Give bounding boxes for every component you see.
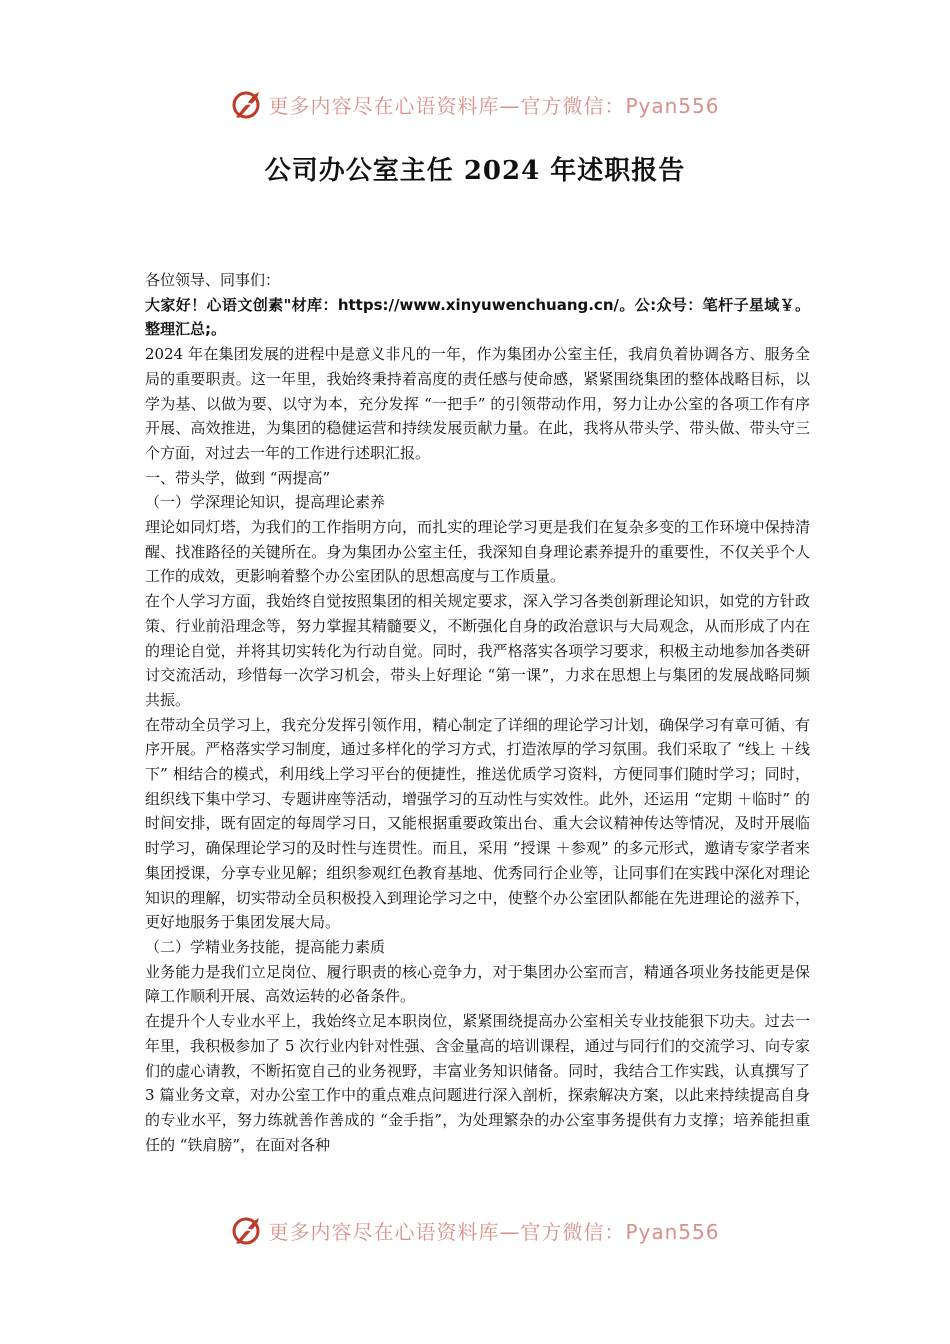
subsection-heading: （一）学深理论知识，提高理论素养 <box>145 493 386 512</box>
subsection-heading: （二）学精业务技能，提高能力素质 <box>145 937 386 956</box>
paragraph: 在提升个人专业水平上，我始终立足本职岗位，紧紧围绕提高办公室相关专业技能狠下功夫。过去一年里，我积极参加了 5 次行业内针对性强、含金量高的培训课程，通过与同行们的交流学习、向专家们的虚心请教，不断拓宽自己的业务视野，丰富业务知识储备。同时，我结合工作实践，认真撰写了 3 篇业务文章，对办公室工作中的重点难点问题进行深入剖析，探索解决方案，以此来持续提高自身的专业水平，努力练就善作善成的 “金手指”，为处理繁杂的办公室事务提供有力支撑；培养能担重任的 “铁肩膀”，在面对各种 <box>145 1012 810 1154</box>
footer-watermark-banner <box>0 1210 950 1250</box>
watermark-text: 更多内容尽在心语资料库—官方微信：Pyan556 <box>268 93 720 118</box>
paragraph: 理论如同灯塔，为我们的工作指明方向，而扎实的理论学习更是我们在复杂多变的工作环境中保持清醒、找准路径的关键所在。身为集团办公室主任，我深知自身理论素养提升的重要性，不仅关乎个人工作的成效，更影响着整个办公室团队的思想高度与工作质量。 <box>145 518 810 586</box>
paragraph: 在带动全员学习上，我充分发挥引领作用，精心制定了详细的理论学习计划，确保学习有章可循、有序开展。严格落实学习制度，通过多样化的学习方式，打造浓厚的学习氛围。我们采取了 “线上 ＋线下” 相结合的模式，利用线上学习平台的便捷性，推送优质学习资料，方便同事们随时学习；同时，组织线下集中学习、专题讲座等活动，增强学习的互动性与实效性。此外，还运用 “定期 ＋临时” 的时间安排，既有固定的每周学习日，又能根据重要政策出台、重大会议精神传达等情况，及时开展临时学习，确保理论学习的及时性与连贯性。而且，采用 “授课 ＋参观” 的多元形式，邀请专家学者来集团授课，分享专业见解；组织参观红色教育基地、优秀同行企业等，让同事们在实践中深化对理论知识的理解，切实带动全员积极投入到理论学习之中，使整个办公室团队都能在先进理论的滋养下，更好地服务于集团发展大局。 <box>145 715 810 932</box>
greeting-line: 大家好！心语文创素"材库：https://www.xinyuwenchuang.cn/。公:众号：笔杆子星域￥。整理汇总;。 <box>145 295 810 339</box>
paragraph: 在个人学习方面，我始终自觉按照集团的相关规定要求，深入学习各类创新理论知识，如党的方针政策、行业前沿理念等，努力掌握其精髓要义，不断强化自身的政治意识与大局观念，从而形成了内在的理论自觉，并将其切实转化为行动自觉。同时，我严格落实各项学习要求，积极主动地参加各类研讨交流活动，珍惜每一次学习机会，带头上好理论 “第一课”，力求在思想上与集团的发展战略同频共振。 <box>145 592 810 709</box>
document-body <box>145 268 810 1157</box>
document-title: 公司办公室主任 2024 年述职报告 <box>264 156 686 186</box>
section-heading: 一、带头学，做到 “两提高” <box>145 468 331 487</box>
header-watermark-banner <box>0 84 950 124</box>
pen-logo-icon <box>230 87 264 121</box>
paragraph: 业务能力是我们立足岗位、履行职责的核心竞争力，对于集团办公室而言，精通各项业务技能更是保障工作顺利开展、高效运转的必备条件。 <box>145 962 810 1006</box>
watermark-text: 更多内容尽在心语资料库—官方微信：Pyan556 <box>268 1219 720 1244</box>
salutation: 各位领导、同事们： <box>145 271 281 289</box>
pen-logo-icon <box>230 1213 264 1247</box>
paragraph: 2024 年在集团发展的进程中是意义非凡的一年，作为集团办公室主任，我肩负着协调各方、服务全局的重要职责。这一年里，我始终秉持着高度的责任感与使命感，紧紧围绕集团的整体战略目标，以学为基、以做为要、以守为本，充分发挥 “一把手” 的引领带动作用，努力让办公室的各项工作有序开展、高效推进，为集团的稳健运营和持续发展贡献力量。在此，我将从带头学、带头做、带头守三个方面，对过去一年的工作进行述职汇报。 <box>145 345 810 462</box>
